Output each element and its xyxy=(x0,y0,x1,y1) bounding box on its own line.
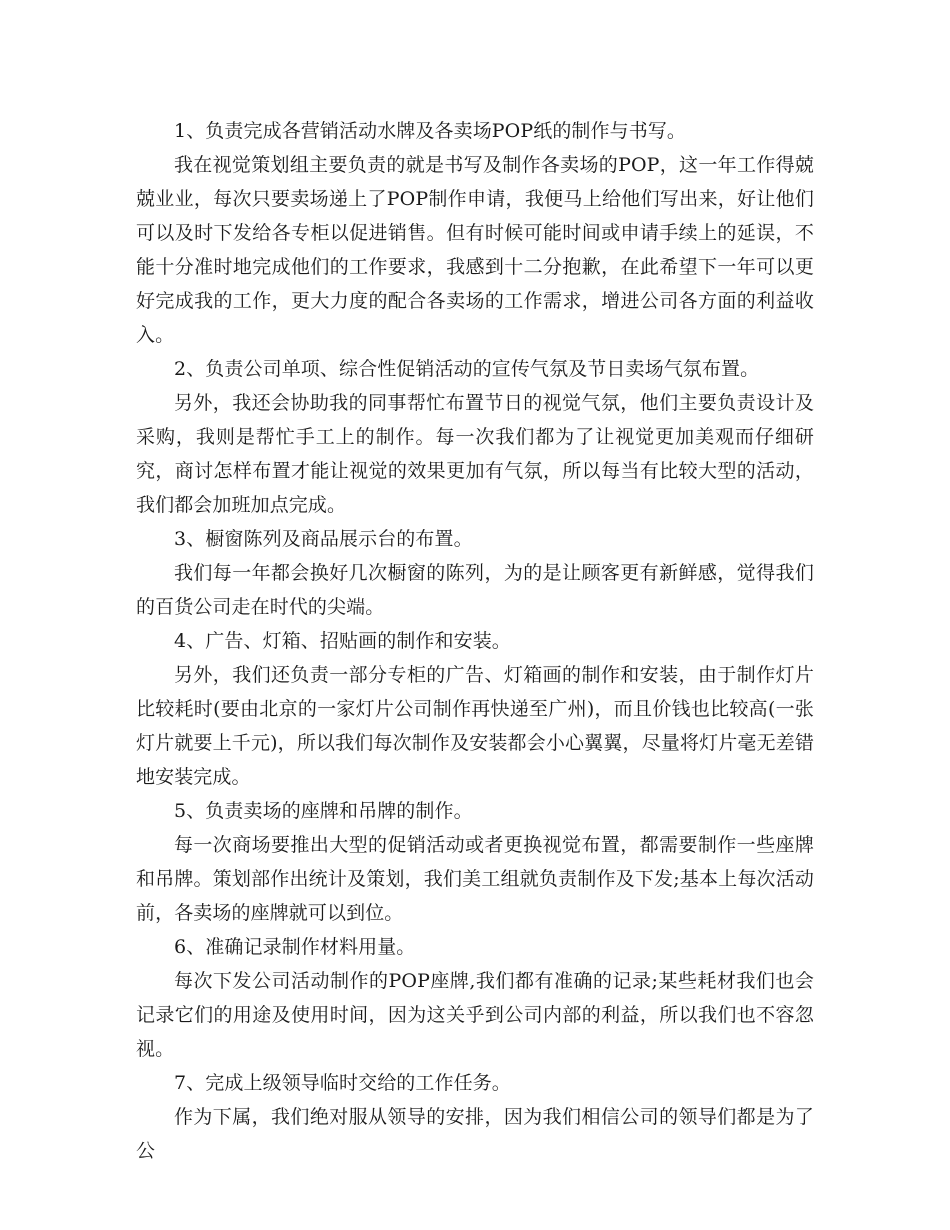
paragraph-heading-1: 1、负责完成各营销活动水牌及各卖场POP纸的制作与书写。 xyxy=(174,120,687,142)
paragraph-body-4: 另外，我们还负责一部分专柜的广告、灯箱画的制作和安装，由于制作灯片比较耗时(要由北京的一家灯片公司制作再快递至广州)，而且价钱也比较高(一张灯片就要上千元)，所以我们每次制作及安装都会小心翼翼，尽量将灯片毫无差错地安装完成。 xyxy=(136,664,814,788)
paragraph-body-5: 每一次商场要推出大型的促销活动或者更换视觉布置，都需要制作一些座牌和吊牌。策划部作出统计及策划，我们美工组就负责制作及下发;基本上每次活动前，各卖场的座牌就可以到位。 xyxy=(136,834,814,924)
paragraph-body-3: 我们每一年都会换好几次橱窗的陈列，为的是让顾客更有新鲜感，觉得我们的百货公司走在时代的尖端。 xyxy=(136,562,814,618)
paragraph-heading-3: 3、橱窗陈列及商品展示台的布置。 xyxy=(174,528,473,550)
paragraph-body-2: 另外，我还会协助我的同事帮忙布置节日的视觉气氛，他们主要负责设计及采购，我则是帮忙手工上的制作。每一次我们都为了让视觉更加美观而仔细研究，商讨怎样布置才能让视觉的效果更加有气氛，所以每当有比较大型的活动，我们都会加班加点完成。 xyxy=(136,392,814,516)
paragraph-body-6: 每次下发公司活动制作的POP座牌,我们都有准确的记录;某些耗材我们也会记录它们的用途及使用时间，因为这关乎到公司内部的利益，所以我们也不容忽视。 xyxy=(136,970,814,1060)
paragraph-heading-6: 6、准确记录制作材料用量。 xyxy=(174,936,416,958)
paragraph-body-1: 我在视觉策划组主要负责的就是书写及制作各卖场的POP，这一年工作得兢兢业业，每次只要卖场递上了POP制作申请，我便马上给他们写出来，好让他们可以及时下发给各专柜以促进销售。但有时候可能时间或申请手续上的延误，不能十分准时地完成他们的工作要求，我感到十二分抱歉，在此希望下一年可以更好完成我的工作，更大力度的配合各卖场的工作需求，增进公司各方面的利益收入。 xyxy=(136,154,814,346)
paragraph-heading-5: 5、负责卖场的座牌和吊牌的制作。 xyxy=(174,800,473,822)
paragraph-heading-4: 4、广告、灯箱、招贴画的制作和安装。 xyxy=(174,630,511,652)
paragraph-heading-2: 2、负责公司单项、综合性促销活动的宣传气氛及节日卖场气氛布置。 xyxy=(174,358,760,380)
paragraph-body-7: 作为下属，我们绝对服从领导的安排，因为我们相信公司的领导们都是为了公 xyxy=(136,1106,814,1162)
document-body xyxy=(136,114,814,1168)
paragraph-heading-7: 7、完成上级领导临时交给的工作任务。 xyxy=(174,1072,511,1094)
